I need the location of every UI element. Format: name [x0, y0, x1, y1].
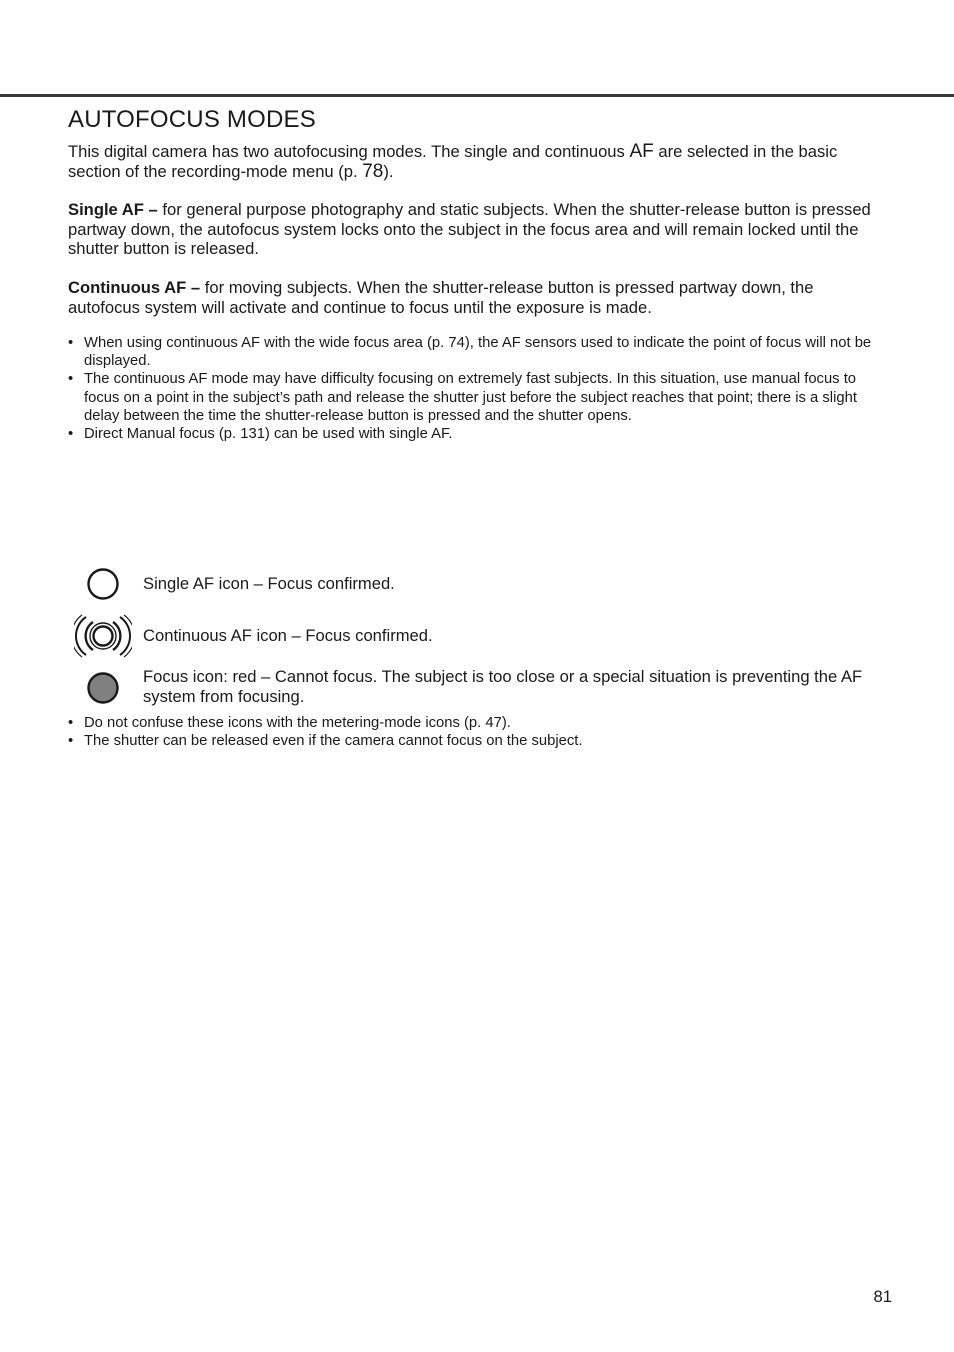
single-af-label: Single AF –: [68, 200, 158, 219]
intro-af: AF: [629, 141, 654, 162]
intro-text-3: ).: [383, 161, 394, 181]
notes-list: [68, 334, 890, 443]
continuous-af-icon: [74, 612, 132, 665]
intro-paragraph: [68, 142, 890, 181]
single-af-icon: [86, 567, 120, 606]
continuous-af-text: for moving subjects. When the shutter-release button is pressed partway down, the autofocus system will activate and continue to focus until the exposure is made.: [68, 278, 814, 317]
single-af-text: for general purpose photography and static subjects. When the shutter-release button is pressed partway down, the autofocus system locks onto the subject in the focus area and will remain locked until the shutter button is released.: [68, 200, 871, 258]
list-item: • Do not confuse these icons with the metering-mode icons (p. 47).: [68, 714, 890, 732]
focus-red-icon-caption: Focus icon: red – Cannot focus. The subject is too close or a special situation is preventing the AF system from focusing.: [143, 667, 863, 706]
intro-text-2: are selected in the basic section of the recording-mode menu (p.: [68, 142, 838, 181]
list-item: • The continuous AF mode may have difficulty focusing on extremely fast subjects. In this situation, use manual focus to focus on a point in the subject’s path and release the shutter just before the subject reaches that point; there is a slight delay between the time the shutter-release button is pressed and the shutter opens.: [68, 370, 890, 425]
top-rule: [0, 94, 954, 97]
focus-red-icon: [86, 671, 120, 710]
list-item: • Direct Manual focus (p. 131) can be used with single AF.: [68, 425, 890, 443]
page-title: AUTOFOCUS MODES: [68, 106, 316, 133]
single-af-paragraph: [68, 200, 890, 259]
icon-notes-list: [68, 714, 890, 750]
continuous-af-label: Continuous AF –: [68, 278, 201, 297]
list-item: • When using continuous AF with the wide focus area (p. 74), the AF sensors used to indicate the point of focus will not be displayed.: [68, 334, 890, 370]
continuous-af-paragraph: [68, 278, 890, 317]
continuous-af-icon-caption: Continuous AF icon – Focus confirmed.: [143, 626, 433, 645]
list-item: • The shutter can be released even if the camera cannot focus on the subject.: [68, 732, 890, 750]
intro-text-1: This digital camera has two autofocusing modes. The single and continuous: [68, 142, 630, 161]
single-af-icon-caption: Single AF icon – Focus confirmed.: [143, 574, 395, 593]
page-number: 81: [873, 1287, 892, 1306]
intro-page-ref: 78: [362, 160, 384, 182]
